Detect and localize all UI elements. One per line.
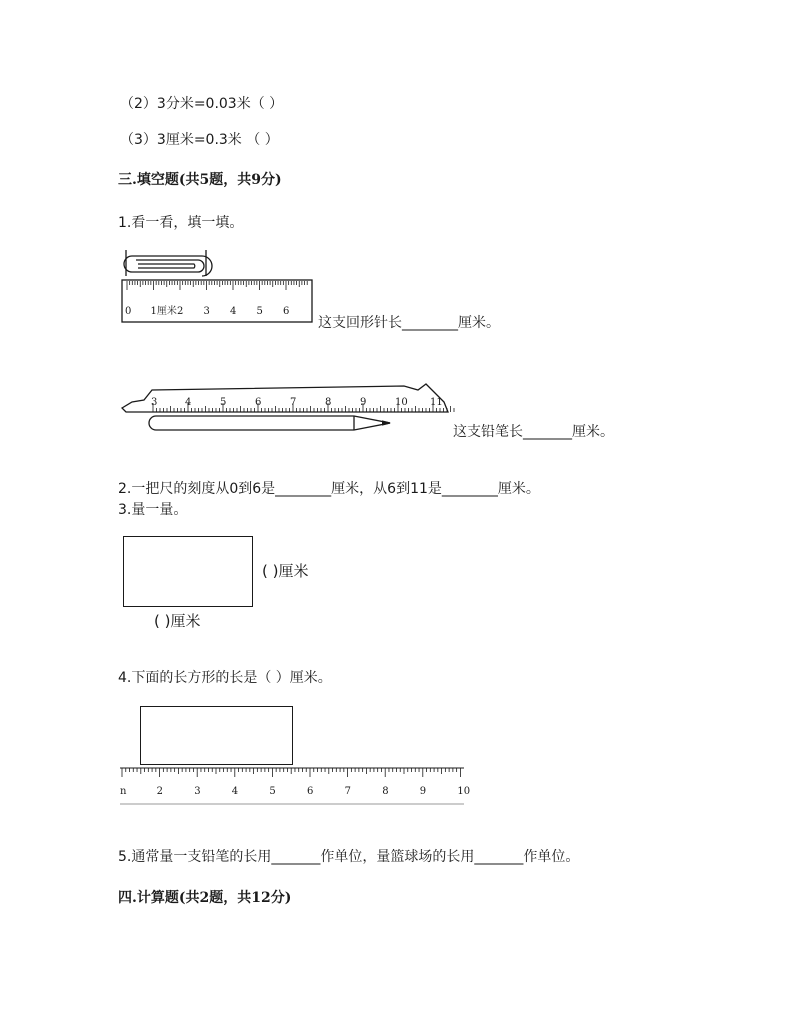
ruler-label: 2 [156, 786, 163, 797]
ruler-label: 7 [344, 786, 351, 797]
ruler-label: 3 [194, 786, 201, 797]
measure-rectangle [123, 536, 253, 607]
q4-ruler-figure [118, 764, 471, 810]
ruler-label: 11 [430, 397, 443, 408]
ruler-label: 9 [419, 786, 427, 797]
q3-bottom-answer: ( )厘米 [154, 612, 201, 630]
clip-answer: 这支回形针长________厘米。 [318, 315, 500, 331]
pencil-icon [149, 416, 390, 430]
ruler-label: 8 [382, 786, 389, 797]
ruler-label: 10 [395, 397, 408, 408]
paperclip-icon [124, 250, 212, 276]
q5-text: 5.通常量一支铅笔的长用_______作单位，量篮球场的长用_______作单位。 [118, 849, 580, 865]
ruler-label: 8 [325, 397, 332, 408]
q3-side-answer: ( )厘米 [262, 562, 309, 580]
ruler-label: 3 [203, 306, 210, 317]
judge-item-2: （2）3分米=0.03米（ ） [120, 96, 284, 112]
judge-item-3: （3）3厘米=0.3米 （ ） [120, 132, 279, 148]
ruler-label: 10 [457, 786, 471, 797]
ruler-label: 6 [283, 306, 290, 317]
q4-title: 4.下面的长方形的长是（ ）厘米。 [118, 670, 332, 686]
ruler-label: 4 [231, 786, 239, 797]
ruler-label: 0 [125, 306, 132, 317]
ruler-label: 5 [220, 397, 227, 408]
ruler-label: 6 [307, 786, 314, 797]
ruler-label: 2 [177, 306, 184, 317]
ruler-label: 4 [185, 397, 192, 408]
ruler-label: 5 [256, 306, 263, 317]
section-4-heading: 四.计算题(共2题，共12分) [118, 890, 292, 906]
ruler-label: 6 [255, 397, 262, 408]
pencil-answer: 这支铅笔长_______厘米。 [453, 424, 614, 440]
section-3-heading: 三.填空题(共5题，共9分) [118, 172, 282, 188]
ruler-label: 4 [230, 306, 237, 317]
q2-text: 2.一把尺的刻度从0到6是________厘米，从6到11是________厘米。 [118, 481, 540, 497]
ruler-label: 1厘米 [150, 306, 177, 317]
ruler-label: 5 [269, 786, 276, 797]
q3-title: 3.量一量。 [118, 502, 188, 518]
ruler-label: n [120, 786, 127, 797]
ruler-label: 3 [151, 397, 158, 408]
ruler-label: 9 [360, 397, 367, 408]
q4-rectangle [140, 706, 293, 765]
ruler-label: 7 [290, 397, 297, 408]
paperclip-ruler-figure [118, 246, 318, 326]
q1-title: 1.看一看，填一填。 [118, 215, 244, 231]
pencil-ruler-figure [118, 378, 458, 438]
